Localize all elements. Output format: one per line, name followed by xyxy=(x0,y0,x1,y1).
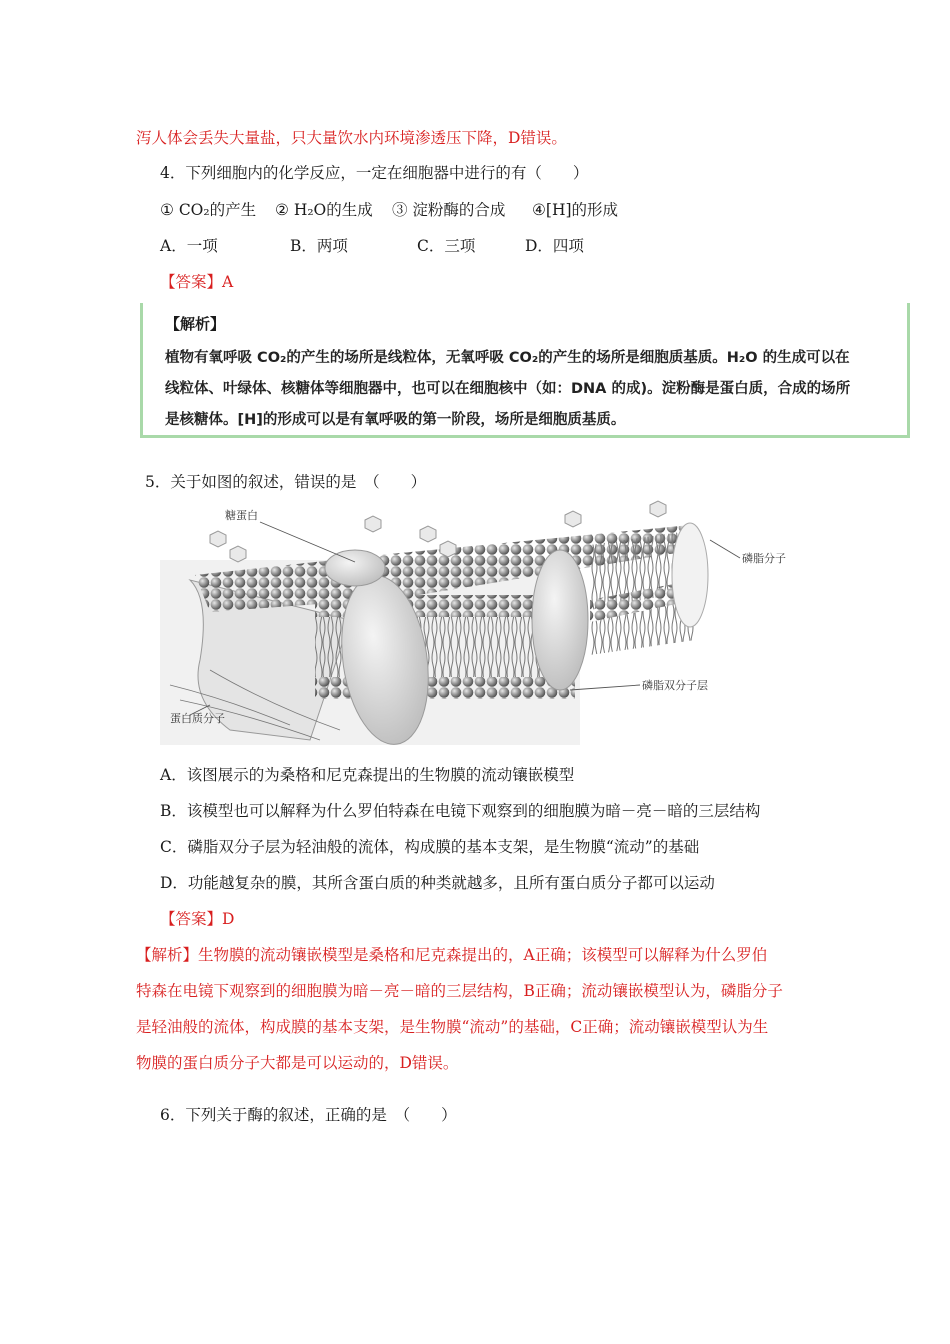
q5-answer xyxy=(160,909,234,929)
fluid-mosaic-diagram xyxy=(150,500,820,750)
q4-stem: 4．下列细胞内的化学反应，一定在细胞器中进行的有（ ） xyxy=(160,164,589,182)
q5-analysis xyxy=(136,937,826,1081)
q4-analysis-line-2: 线粒体、叶绿体、核糖体等细胞器中，也可以在细胞核中（如：DNA 的成)。淀粉酶是蛋白质，合成的场所 xyxy=(165,381,851,397)
q4-answer-value: A xyxy=(222,273,234,291)
q5-option-b: B．该模型也可以解释为什么罗伯特森在电镜下观察到的细胞膜为暗－亮－暗的三层结构 xyxy=(160,802,761,820)
q4-analysis-body xyxy=(165,343,885,436)
q4-analysis-box xyxy=(140,303,910,438)
q4-item-1: ① CO₂的产生 xyxy=(160,201,257,219)
q5-answer-tag: 【答案】 xyxy=(160,910,223,928)
q5-analysis-line-4: 物膜的蛋白质分子大都是可以运动的，D错误。 xyxy=(136,1054,459,1072)
q5-analysis-line-1: 【解析】生物膜的流动镶嵌模型是桑格和尼克森提出的，A正确；该模型可以解释为什么罗伯 xyxy=(136,946,768,964)
q4-answer xyxy=(160,272,233,292)
q4-item-4: ④[H]的形成 xyxy=(532,201,619,219)
q4-item-2: ② H₂O的生成 xyxy=(275,201,373,219)
q5-option-c: C．磷脂双分子层为轻油般的流体，构成膜的基本支架，是生物膜“流动”的基础 xyxy=(160,838,700,856)
q5-answer-value: D xyxy=(222,910,235,928)
label-glycoprotein: 糖蛋白 xyxy=(225,509,258,522)
q5-stem: 5．关于如图的叙述，错误的是 （ ） xyxy=(145,473,427,491)
q4-option-b: B．两项 xyxy=(290,237,348,255)
q4-item-3: ③ 淀粉酶的合成 xyxy=(392,201,506,219)
label-protein: 蛋白质分子 xyxy=(170,712,225,725)
q4-option-d: D．四项 xyxy=(525,237,584,255)
q5-analysis-line-3: 是轻油般的流体，构成膜的基本支架，是生物膜“流动”的基础，C正确；流动镶嵌模型认为生 xyxy=(136,1018,769,1036)
q4-analysis-line-3: 是核糖体。[H]的形成可以是有氧呼吸的第一阶段，场所是细胞质基质。 xyxy=(165,412,626,428)
q6-stem: 6．下列关于酶的叙述，正确的是 （ ） xyxy=(160,1106,457,1124)
membrane-figure xyxy=(150,500,820,750)
q4-option-a: A．一项 xyxy=(160,237,218,255)
q4-answer-tag: 【答案】 xyxy=(160,273,223,291)
label-bilayer: 磷脂双分子层 xyxy=(642,679,708,692)
q4-option-c: C．三项 xyxy=(417,237,476,255)
q4-analysis-line-1: 植物有氧呼吸 CO₂的产生的场所是线粒体，无氧呼吸 CO₂的产生的场所是细胞质基质。H₂O 的生成可以在 xyxy=(165,350,850,366)
q5-option-d: D．功能越复杂的膜，其所含蛋白质的种类就越多，且所有蛋白质分子都可以运动 xyxy=(160,874,715,892)
q4-analysis-title: 【解析】 xyxy=(165,315,226,333)
q5-option-a: A．该图展示的为桑格和尼克森提出的生物膜的流动镶嵌模型 xyxy=(160,766,575,784)
q5-analysis-line-2: 特森在电镜下观察到的细胞膜为暗－亮－暗的三层结构，B正确；流动镶嵌模型认为，磷脂分子 xyxy=(136,982,783,1000)
previous-analysis-tail: 泻人体会丢失大量盐，只大量饮水内环境渗透压下降，D错误。 xyxy=(136,129,567,147)
label-phospholipid: 磷脂分子 xyxy=(742,552,786,565)
